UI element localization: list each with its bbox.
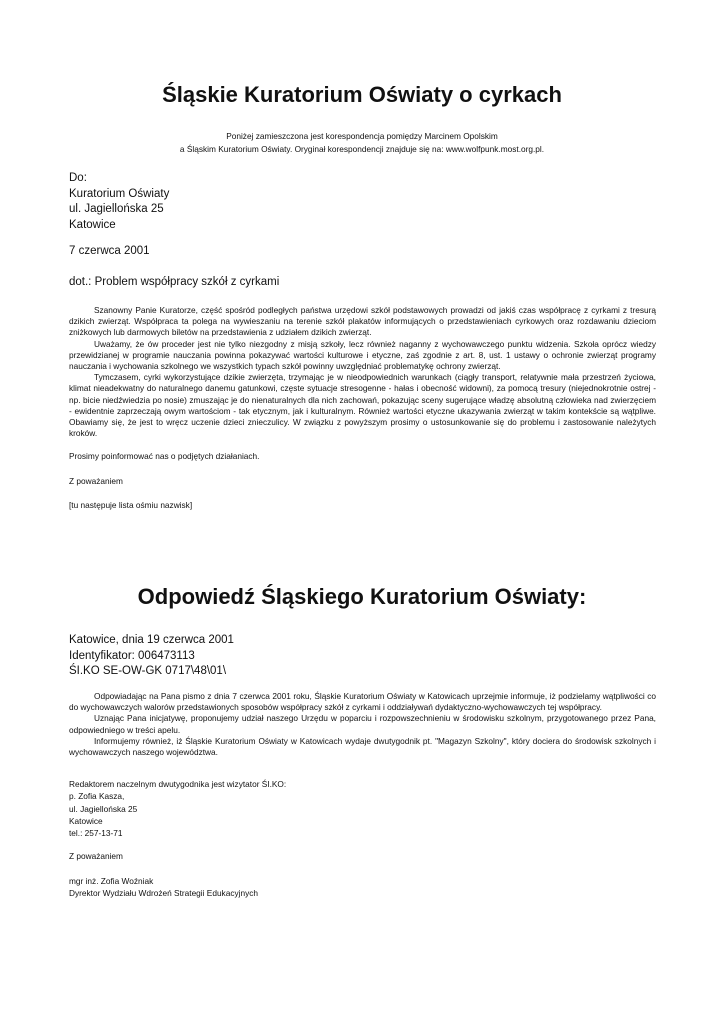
- letter-subject: dot.: Problem współpracy szkół z cyrkami: [69, 276, 280, 288]
- signature-name: mgr inż. Zofia Woźniak: [69, 876, 154, 886]
- names-note: [tu następuje lista ośmiu nazwisk]: [69, 500, 193, 510]
- reply-regards: Z poważaniem: [69, 851, 123, 861]
- address-city: Katowice: [69, 218, 116, 231]
- editor-info: [69, 778, 656, 839]
- reply-paragraph: Odpowiadając na Pana pismo z dnia 7 czerwca 2001 roku, Śląskie Kuratorium Oświaty w Katowicach uprzejmie informuje, iż podzielamy wątpliwości co do wychowawczych walorów przedstawionych sposobów współpracy szkół z cyrkami i oddziaływań dydaktyczno-wychowawczych tej współpracy.: [69, 691, 656, 713]
- editor-city: Katowice: [69, 815, 103, 826]
- reply-reference: ŚI.KO SE-OW-GK 0717\48\01\: [69, 665, 227, 677]
- editor-phone: tel.: 257-13-71: [69, 828, 123, 839]
- editor-name: p. Zofia Kasza,: [69, 791, 125, 802]
- address-to: Do:: [69, 172, 87, 184]
- editor-street: ul. Jagiellońska 25: [69, 803, 138, 814]
- letter-date: 7 czerwca 2001: [69, 245, 150, 257]
- reply-paragraph: Uznając Pana inicjatywę, proponujemy udział naszego Urzędu w poparciu i rozpowszechnieniu w środowisku szkolnym, przygotowanego przez Pana, odpowiedniego w treści apelu.: [69, 713, 656, 735]
- intro-line-2: a Śląskim Kuratorium Oświaty. Oryginał korespondencji znajduje się na: www.wolfpunk.most.org.pl.: [179, 143, 545, 154]
- letter-paragraph: Tymczasem, cyrki wykorzystujące dzikie zwierzęta, trzymając je w nieodpowiednich warunkach (ciągły transport, relatywnie mała przestrzeń życiowa, klimat nieadekwatny do naturalnego danemu gatunkowi, częste sytuacje stresogenne - hałas i obecność widowni), za pomocą tresury (niejednokrotnie ostrej - np. bicie niedźwiedzia po nosie) zmuszając je do nienaturalnych dla nich zachowań, pokazując sceny sugerujące władzę absolutną człowieka nad zwierzęciem - ewidentnie zaprzeczają owym wartościom - tak etycznym, jak i kulturalnym. Również wartości etyczne ukazywania zwierząt w takim kontekście są wątpliwe. Obawiamy się, że jest to wręcz uczenie dzieci znieczulicy. W związku z powyższym prosimy o ustosunkowanie się do problemu i zastosowanie należytych kroków.: [69, 372, 656, 439]
- letter-paragraph: Uważamy, że ów proceder jest nie tylko niezgodny z misją szkoły, lecz również naganny z wychowawczego punktu widzenia. Szkoła oprócz wiedzy przewidzianej w programie nauczania powinna pokazywać wartości kulturowe i etyczne, zaś zgodnie z art. 8, ust. 1 ustawy o ochronie zwierząt programy nauczania i wychowania szkolnego we wszystkich typach szkół powinny uwzględniać problematykę ochrony zwierząt.: [69, 338, 656, 372]
- reply-place-date: Katowice, dnia 19 czerwca 2001: [69, 634, 234, 646]
- letter-paragraph: Szanowny Panie Kuratorze, część spośród podległych państwa urzędowi szkół podstawowych prowadzi od jakiś czas współpracę z cyrkami z tresurą dzikich zwierząt. Współpraca ta polega na wywieszaniu na terenie szkół plakatów informujących o przedstawieniach cyrkowych oraz rozdawaniu dzieciom zniżkowych lub darmowych biletów na przedstawienia z udziałem dzikich zwierząt.: [69, 305, 656, 338]
- recipient-address: [69, 171, 656, 233]
- letter-regards: Z poważaniem: [69, 476, 123, 486]
- intro-note: [0, 130, 724, 155]
- reply-body: [69, 691, 656, 758]
- reply-paragraph: Informujemy również, iż Śląskie Kuratorium Oświaty w Katowicach wydaje dwutygodnik pt. "Magazyn Szkolny", który dociera do środowisk szkolnych i wychowawczych naszego województwa.: [69, 735, 656, 758]
- editor-line: Redaktorem naczelnym dwutygodnika jest wizytator ŚI.KO:: [69, 779, 287, 789]
- letter-body: [69, 305, 656, 439]
- intro-line-1: Poniżej zamieszczona jest korespondencja pomiędzy Marcinem Opolskim: [226, 131, 498, 141]
- reply-title: Odpowiedź Śląskiego Kuratorium Oświaty:: [137, 584, 587, 609]
- address-street: ul. Jagiellońska 25: [69, 203, 164, 215]
- signature-position: Dyrektor Wydziału Wdrożeń Strategii Edukacyjnych: [69, 888, 258, 899]
- reply-header: [69, 633, 656, 680]
- reply-signature: [69, 875, 656, 900]
- reply-identifier: Identyfikator: 006473113: [69, 649, 195, 662]
- letter-title: Śląskie Kuratorium Oświaty o cyrkach: [162, 82, 562, 107]
- letter-request: Prosimy poinformować nas o podjętych działaniach.: [69, 451, 260, 461]
- address-recipient: Kuratorium Oświaty: [69, 187, 170, 200]
